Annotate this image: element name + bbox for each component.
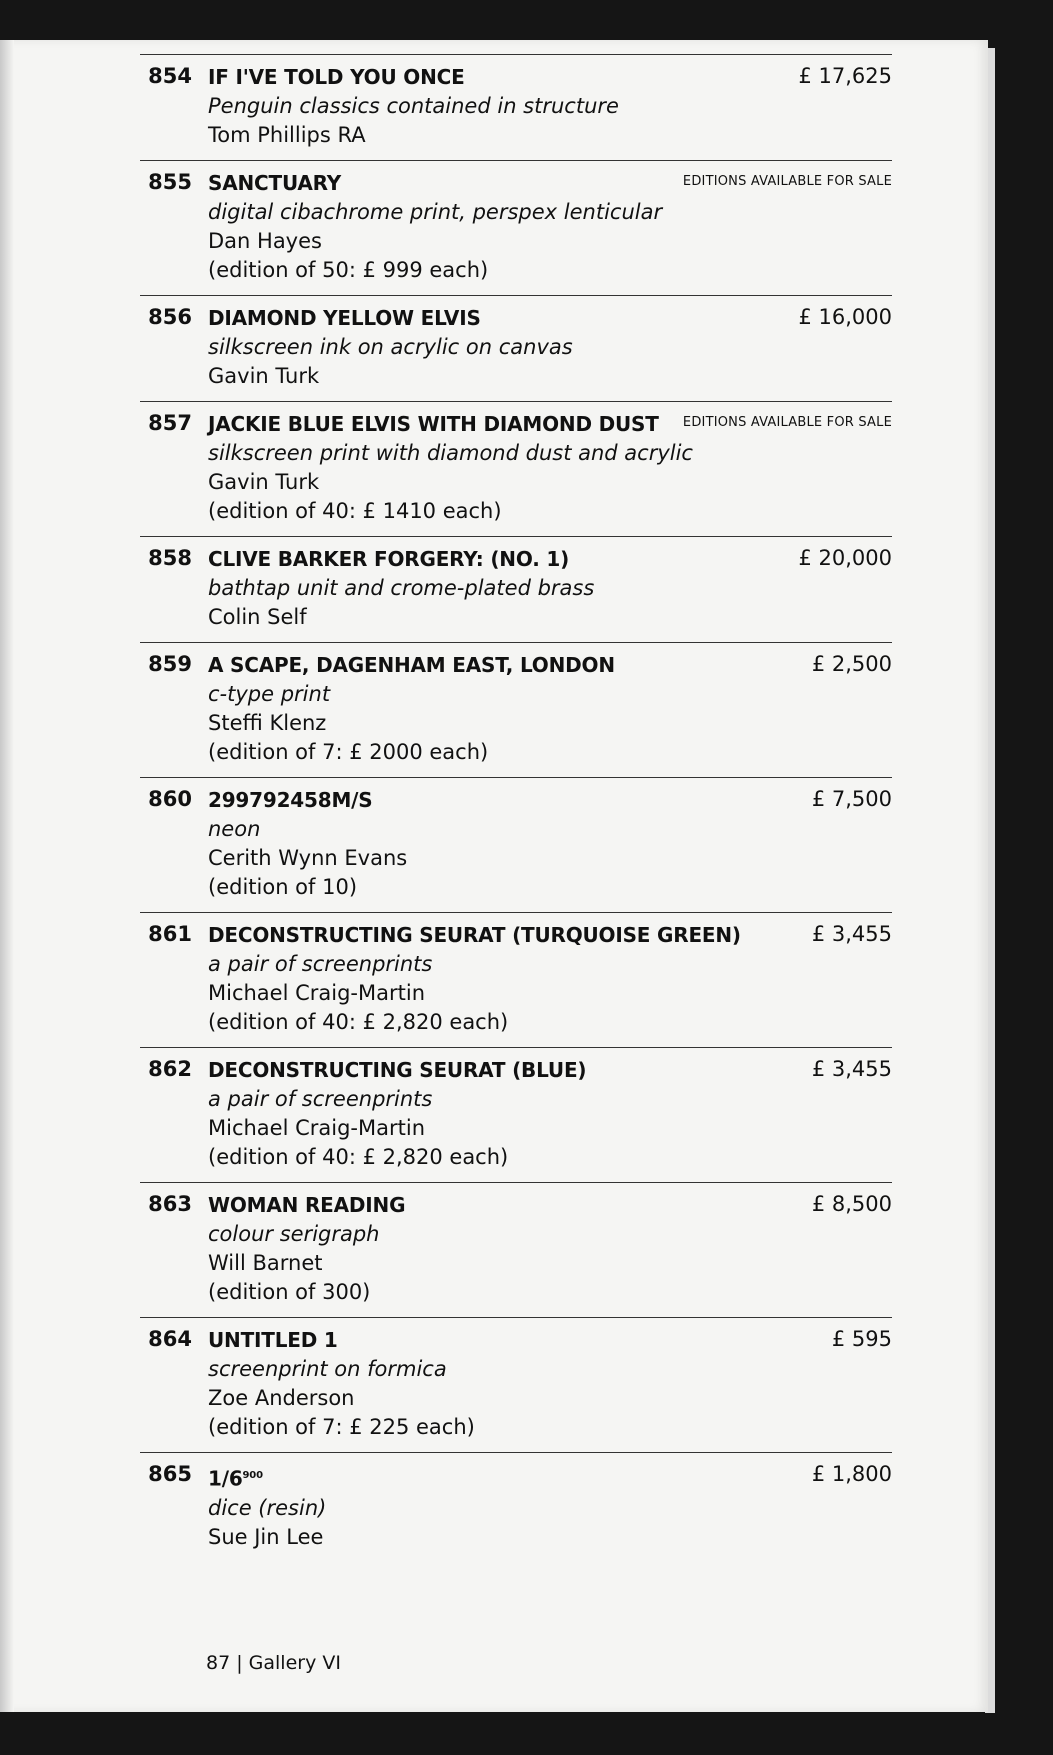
lot-number: 858 bbox=[148, 546, 192, 570]
lot-entry bbox=[140, 642, 892, 777]
lot-entry bbox=[140, 1452, 892, 1562]
lot-title: SANCTUARY bbox=[208, 171, 342, 195]
lot-edition: (edition of 40: £ 2,820 each) bbox=[208, 1010, 509, 1034]
lot-medium: c-type print bbox=[208, 682, 331, 706]
lot-entry bbox=[140, 777, 892, 912]
lot-entry bbox=[140, 1317, 892, 1452]
lot-number: 860 bbox=[148, 787, 192, 811]
lot-number: 861 bbox=[148, 922, 192, 946]
editions-available-note: EDITIONS AVAILABLE FOR SALE bbox=[682, 415, 892, 430]
lot-artist: Colin Self bbox=[208, 605, 307, 629]
page-footer: 87 | Gallery VI bbox=[206, 1652, 341, 1674]
lot-entry bbox=[140, 1047, 892, 1182]
lot-edition: (edition of 40: £ 1410 each) bbox=[208, 499, 502, 523]
lot-artist: Zoe Anderson bbox=[208, 1386, 355, 1410]
lot-entry bbox=[140, 1182, 892, 1317]
lot-number: 854 bbox=[148, 64, 192, 88]
lot-title: CLIVE BARKER FORGERY: (NO. 1) bbox=[208, 547, 570, 571]
lot-medium: bathtap unit and crome-plated brass bbox=[208, 576, 595, 600]
lot-edition: (edition of 300) bbox=[208, 1280, 371, 1304]
lot-title: A SCAPE, DAGENHAM EAST, LONDON bbox=[208, 653, 615, 677]
lot-number: 862 bbox=[148, 1057, 192, 1081]
lot-title: WOMAN READING bbox=[208, 1193, 406, 1217]
lot-entry bbox=[140, 295, 892, 401]
lot-medium: digital cibachrome print, perspex lenticular bbox=[208, 200, 663, 224]
lot-title: DECONSTRUCTING SEURAT (BLUE) bbox=[208, 1058, 587, 1082]
lot-title-superscript: 900 bbox=[242, 1470, 263, 1481]
lot-artist: Gavin Turk bbox=[208, 470, 320, 494]
lot-edition: (edition of 50: £ 999 each) bbox=[208, 258, 489, 282]
lot-medium: silkscreen ink on acrylic on canvas bbox=[208, 335, 573, 359]
lot-medium: colour serigraph bbox=[208, 1222, 380, 1246]
lot-medium: dice (resin) bbox=[208, 1495, 327, 1520]
lot-artist: Tom Phillips RA bbox=[208, 123, 366, 147]
lot-price: £ 3,455 bbox=[811, 922, 892, 946]
lot-entry bbox=[140, 160, 892, 295]
lot-number: 864 bbox=[148, 1327, 192, 1351]
spine-shadow bbox=[0, 40, 14, 1712]
lot-medium: screenprint on formica bbox=[208, 1357, 447, 1381]
lot-artist: Dan Hayes bbox=[208, 229, 322, 253]
lot-price: £ 2,500 bbox=[811, 652, 892, 676]
lot-artist: Cerith Wynn Evans bbox=[208, 846, 408, 870]
lot-edition: (edition of 7: £ 225 each) bbox=[208, 1415, 475, 1439]
lot-price: £ 595 bbox=[831, 1327, 892, 1351]
lot-artist: Sue Jin Lee bbox=[208, 1524, 324, 1549]
lot-artist: Gavin Turk bbox=[208, 364, 320, 388]
lot-entry bbox=[140, 536, 892, 642]
lot-price: £ 17,625 bbox=[798, 64, 892, 88]
lot-number: 859 bbox=[148, 652, 192, 676]
lot-price: £ 8,500 bbox=[811, 1192, 892, 1216]
lot-artist: Steffi Klenz bbox=[208, 711, 327, 735]
lot-number: 865 bbox=[148, 1462, 192, 1486]
lot-number: 856 bbox=[148, 305, 192, 329]
lot-medium: a pair of screenprints bbox=[208, 1087, 433, 1111]
lot-title: DECONSTRUCTING SEURAT (TURQUOISE GREEN) bbox=[208, 923, 741, 947]
lot-entry bbox=[140, 54, 892, 160]
lot-number: 857 bbox=[148, 411, 192, 435]
lot-number: 855 bbox=[148, 170, 192, 194]
lot-price: £ 7,500 bbox=[811, 787, 892, 811]
lot-entry bbox=[140, 912, 892, 1047]
lot-medium: silkscreen print with diamond dust and acrylic bbox=[208, 441, 693, 465]
lot-title: 299792458M/S bbox=[208, 788, 373, 812]
lot-title: UNTITLED 1 bbox=[208, 1328, 338, 1352]
lot-title: DIAMOND YELLOW ELVIS bbox=[208, 306, 481, 330]
lot-entry bbox=[140, 401, 892, 536]
lot-price: £ 1,800 bbox=[811, 1462, 892, 1486]
lot-number: 863 bbox=[148, 1192, 192, 1216]
lot-edition: (edition of 40: £ 2,820 each) bbox=[208, 1145, 509, 1169]
lot-edition: (edition of 7: £ 2000 each) bbox=[208, 740, 489, 764]
lot-title: JACKIE BLUE ELVIS WITH DIAMOND DUST bbox=[208, 412, 659, 436]
lot-title-text: 1/6 bbox=[208, 1466, 243, 1491]
lot-artist: Will Barnet bbox=[208, 1251, 323, 1275]
lot-price: £ 16,000 bbox=[798, 305, 892, 329]
lot-price: £ 3,455 bbox=[811, 1057, 892, 1081]
lot-artist: Michael Craig-Martin bbox=[208, 981, 426, 1005]
lot-price: £ 20,000 bbox=[798, 546, 892, 570]
lot-list bbox=[140, 54, 892, 1562]
lot-medium: a pair of screenprints bbox=[208, 952, 433, 976]
lot-artist: Michael Craig-Martin bbox=[208, 1116, 426, 1140]
lot-medium: Penguin classics contained in structure bbox=[208, 94, 619, 118]
lot-title bbox=[208, 1461, 892, 1494]
lot-medium: neon bbox=[208, 817, 261, 841]
lot-title: IF I'VE TOLD YOU ONCE bbox=[208, 65, 465, 89]
editions-available-note: EDITIONS AVAILABLE FOR SALE bbox=[682, 174, 892, 189]
lot-edition: (edition of 10) bbox=[208, 875, 358, 899]
